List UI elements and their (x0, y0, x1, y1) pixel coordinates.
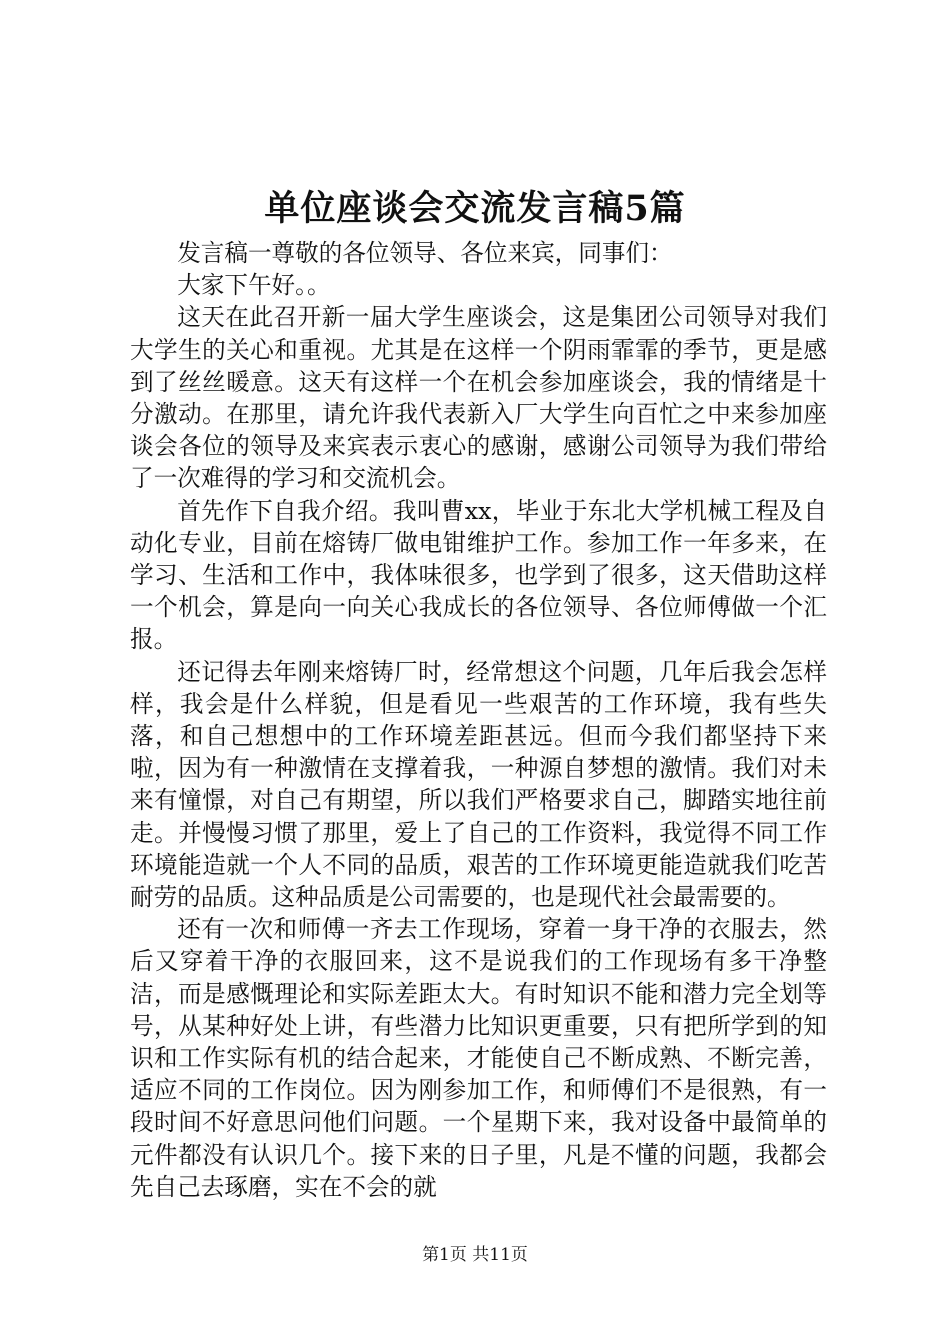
paragraph: 还有一次和师傅一齐去工作现场，穿着一身干净的衣服去，然后又穿着干净的衣服回来，这不是说我们的工作现场有多干净整洁，而是感慨理论和实际差距太大。有时知识不能和潜力完全划等号，从某种好处上讲，有些潜力比知识更重要，只有把所学到的知识和工作实际有机的结合起来，才能使自己不断成熟、不断完善，适应不同的工作岗位。因为刚参加工作，和师傅们不是很熟，有一段时间不好意思问他们问题。一个星期下来，我对设备中最简单的元件都没有认识几个。接下来的日子里，凡是不懂的问题，我都会先自己去琢磨，实在不会的就 (130, 915, 827, 1201)
paragraph: 发言稿一尊敬的各位领导、各位来宾，同事们： (177, 239, 673, 267)
paragraph: 大家下午好。。 (177, 271, 331, 300)
paragraph: 还记得去年刚来熔铸厂时，经常想这个问题，几年后我会怎样样，我会是什么样貌，但是看见一些艰苦的工作环境，我有些失落，和自己想想中的工作环境差距甚远。但而今我们都坚持下来啦，因为有一种激情在支撑着我，一种源自梦想的激情。我们对未来有憧憬，对自己有期望，所以我们严格要求自己，脚踏实地往前走。并慢慢习惯了那里，爱上了自己的工作资料，我觉得不同工作环境能造就一个人不同的品质，艰苦的工作环境更能造就我们吃苦耐劳的品质。这种品质是公司需要的，也是现代社会最需要的。 (130, 657, 827, 912)
document-body (130, 237, 827, 1203)
page-title: 单位座谈会交流发言稿5篇 (264, 188, 686, 229)
paragraph: 首先作下自我介绍。我叫曹xx，毕业于东北大学机械工程及自动化专业，目前在熔铸厂做电钳维护工作。参加工作一年多来，在学习、生活和工作中，我体味很多，也学到了很多，这天借助这样一个机会，算是向一向关心我成长的各位领导、各位师傅做一个汇报。 (130, 496, 827, 654)
paragraph: 这天在此召开新一届大学生座谈会，这是集团公司领导对我们大学生的关心和重视。尤其是在这样一个阴雨霏霏的季节，更是感到了丝丝暖意。这天有这样一个在机会参加座谈会，我的情绪是十分激动。在那里，请允许我代表新入厂大学生向百忙之中来参加座谈会各位的领导及来宾表示衷心的感谢，感谢公司领导为我们带给了一次难得的学习和交流机会。 (130, 303, 827, 493)
page-footer: 第1页 共11页 (422, 1245, 528, 1265)
